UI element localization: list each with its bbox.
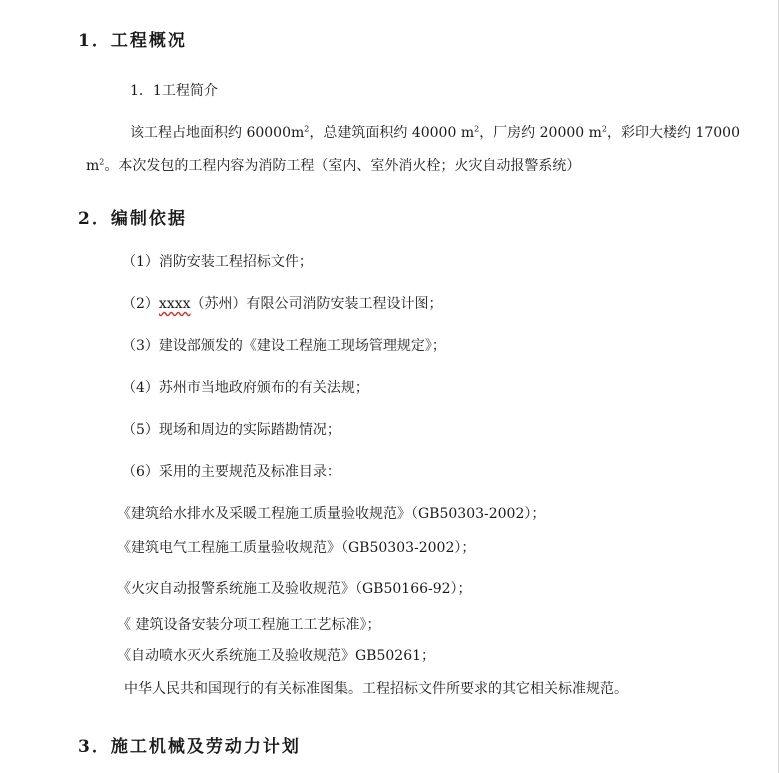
unit-sup: 2 (474, 124, 480, 134)
intro-line-1-part-b: ，总建筑面积约 40000 (309, 125, 461, 141)
unit-sup: 2 (601, 124, 607, 134)
standard-1: 《建筑给水排水及采暖工程施工质量验收规范》（GB50303-2002）； (117, 506, 546, 522)
section-2-heading: 2．编制依据 (78, 209, 187, 229)
standard-5: 《自动喷水灭火系统施工及验收规范》GB50261； (117, 648, 436, 664)
intro-line-2 (86, 155, 580, 175)
standard-6: 中华人民共和国现行的有关标准图集。工程招标文件所要求的其它相关标准规范。 (124, 681, 628, 697)
basis-item-2-prefix: （2） (122, 296, 159, 312)
standard-4: 《 建筑设备安装分项工程施工工艺标准》； (117, 617, 381, 633)
basis-item-1: （1）消防安装工程招标文件； (122, 254, 313, 270)
intro-line-1-part-d: ，彩印大楼约 17000 (607, 125, 740, 141)
basis-item-2-rest: （苏州）有限公司消防安装工程设计图； (190, 296, 443, 312)
basis-item-2 (122, 293, 443, 313)
subsection-1-1-heading: 1．1工程简介 (130, 83, 218, 99)
intro-line-1-part-c: ，厂房约 20000 (479, 125, 589, 141)
section-3-heading: 3．施工机械及劳动力计划 (78, 737, 301, 757)
unit-m: m (86, 158, 100, 174)
section-1-heading: 1．工程概况 (78, 31, 187, 51)
intro-line-2-text: 。本次发包的工程内容为消防工程（室内、室外消火栓；火灾自动报警系统） (104, 158, 581, 174)
intro-line-1 (130, 122, 740, 142)
company-placeholder: xxxx (158, 296, 191, 312)
standard-2: 《建筑电气工程施工质量验收规范》（GB50303-2002）； (117, 540, 476, 556)
unit-m: m (460, 125, 475, 141)
basis-item-5: （5）现场和周边的实际踏勘情况； (122, 422, 341, 438)
basis-item-3: （3）建设部颁发的《建设工程施工现场管理规定》； (122, 338, 446, 354)
standard-3: 《火灾自动报警系统施工及验收规范》（GB50166-92）； (117, 581, 472, 597)
unit-m: m (588, 125, 602, 141)
unit-sup: 2 (99, 157, 105, 167)
basis-item-6: （6）采用的主要规范及标准目录： (122, 464, 341, 480)
unit-m: m (291, 125, 305, 141)
unit-sup: 2 (304, 124, 310, 134)
intro-line-1-part-a: 该工程占地面积约 60000 (130, 125, 291, 141)
basis-item-4: （4）苏州市当地政府颁布的有关法规； (122, 380, 369, 396)
